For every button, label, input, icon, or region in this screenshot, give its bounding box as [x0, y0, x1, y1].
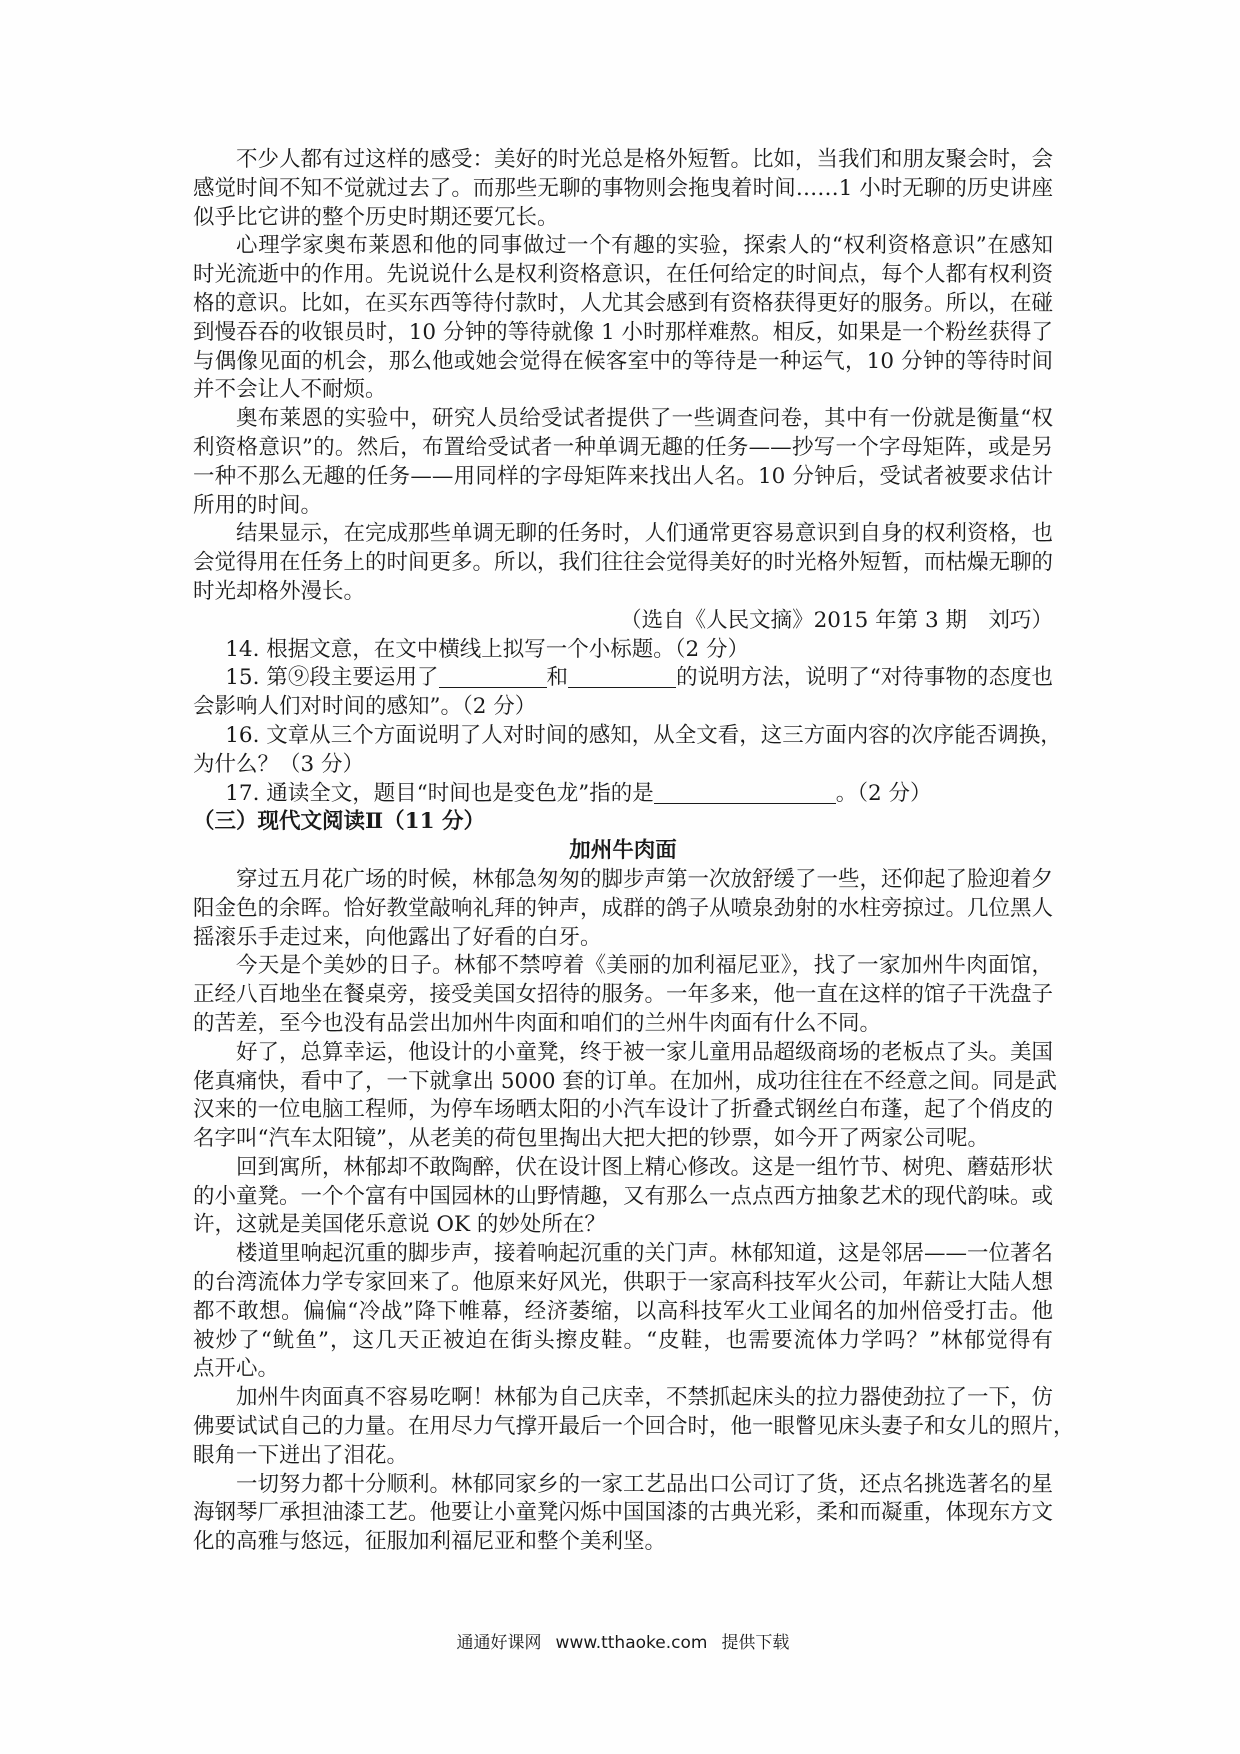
text-line: 今天是个美妙的日子。林郁不禁哼着《美丽的加利福尼亚》，找了一家加州牛肉面馆， [236, 953, 1053, 979]
question-text: 的说明方法，说明了“对待事物的态度也 [676, 665, 1053, 691]
text-line: 阳金色的余晖。恰好教堂敲响礼拜的钟声，成群的鸽子从喷泉劲射的水柱旁掠过。几位黑人 [193, 895, 1054, 921]
text-line: 会觉得用在任务上的时间更多。所以，我们往往会觉得美好的时光格外短暂，而枯燥无聊的 [193, 550, 1054, 576]
footer-url: www.tthaoke.com [555, 1633, 708, 1653]
text-line: 奥布莱恩的实验中，研究人员给受试者提供了一些调查问卷，其中有一份就是衡量“权 [236, 406, 1053, 432]
text-line: 的苦差，至今也没有品尝出加州牛肉面和咱们的兰州牛肉面有什么不同。 [193, 1010, 882, 1036]
text-line: 并不会让人不耐烦。 [193, 377, 387, 403]
source-citation: （选自《人民文摘》2015 年第 3 期 刘巧） [620, 607, 1053, 633]
text-line: 汉来的一位电脑工程师，为停车场晒太阳的小汽车设计了折叠式钢丝白布蓬，起了个俏皮的 [193, 1097, 1054, 1123]
paragraph [193, 520, 1053, 606]
text-line: 加州牛肉面真不容易吃啊！林郁为自己庆幸，不禁抓起床头的拉力器使劲拉了一下，仿 [236, 1385, 1054, 1411]
question-text: 15. 第⑨段主要运用了 [225, 665, 439, 691]
text-line: 许，这就是美国佬乐意说 OK 的妙处所在？ [193, 1212, 606, 1238]
footer-suffix: 提供下载 [721, 1633, 790, 1653]
text-line: 佬真痛快，看中了，一下就拿出 5000 套的订单。在加州，成功往往在不经意之间。同是武 [193, 1068, 1057, 1094]
paragraph [193, 952, 1053, 1038]
reading-passage-2 [193, 808, 1075, 1557]
paragraph [193, 866, 1053, 952]
text-line: 回到寓所，林郁却不敢陶醉，伏在设计图上精心修改。这是一组竹节、树兜、蘑菇形状 [236, 1154, 1054, 1180]
text-line: 化的高雅与悠远，征服加利福尼亚和整个美利坚。 [193, 1529, 667, 1555]
paragraph [193, 1384, 1075, 1470]
text-line: 的台湾流体力学专家回来了。他原来好风光，供职于一家高科技军火公司，年薪让大陆人想 [193, 1270, 1054, 1296]
text-line: 到慢吞吞的收银员时，10 分钟的等待就像 1 小时那样难熬。相反，如果是一个粉丝获得了 [193, 319, 1053, 345]
question-15 [193, 664, 1053, 722]
question-16 [193, 722, 1062, 780]
page-footer [193, 1631, 1053, 1655]
paragraph [193, 146, 1053, 232]
text-line: 为什么？（3 分） [193, 751, 365, 777]
text-line: 的小童凳。一个个富有中国园林的山野情趣，又有那么一点点西方抽象艺术的现代韵味。或 [193, 1183, 1054, 1209]
text-line: 所用的时间。 [193, 492, 323, 518]
text-line: 一种不那么无趣的任务——用同样的字母矩阵来找出人名。10 分钟后，受试者被要求估计 [193, 463, 1053, 489]
text-line: 格的意识。比如，在买东西等待付款时，人尤其会感到有资格获得更好的服务。所以，在碰 [193, 290, 1054, 316]
question-text: 17. 通读全文，题目“时间也是变色龙”指的是 [225, 780, 654, 806]
text-line: 时光却格外漫长。 [193, 578, 366, 604]
text-line: 时光流逝中的作用。先说说什么是权利资格意识，在任何给定的时间点，每个人都有权利资 [193, 262, 1054, 288]
paragraph [193, 1240, 1053, 1384]
text-line: 与偶像见面的机会，那么他或她会觉得在候客室中的等待是一种运气，10 分钟的等待时间 [193, 348, 1053, 374]
text-line: 摇滚乐手走过来，向他露出了好看的白牙。 [193, 924, 602, 950]
text-line: 结果显示，在完成那些单调无聊的任务时，人们通常更容易意识到自身的权利资格，也 [236, 521, 1054, 547]
text-line: 海钢琴厂承担油漆工艺。他要让小童凳闪烁中国国漆的古典光彩，柔和而凝重，体现东方文 [193, 1500, 1054, 1526]
paragraph [193, 1039, 1057, 1154]
text-line: 会影响人们对时间的感知”。（2 分） [193, 694, 537, 720]
text-line: 16. 文章从三个方面说明了人对时间的感知，从全文看，这三方面内容的次序能否调换， [225, 722, 1062, 748]
text-line: 感觉时间不知不觉就过去了。而那些无聊的事物则会拖曳着时间……1 小时无聊的历史讲座 [193, 175, 1053, 201]
text-line: 被炒了“鱿鱼”，这几天正被迫在街头擦皮鞋。“皮鞋，也需要流体力学吗？”林郁觉得有 [193, 1327, 1053, 1353]
section-heading: （三）现代文阅读Ⅱ（11 分） [193, 809, 486, 835]
text-line: 都不敢想。偏偏“冷战”降下帷幕，经济萎缩，以高科技军火工业闻名的加州倍受打击。他 [193, 1298, 1053, 1324]
page-content [193, 146, 1075, 1557]
text-line: 似乎比它讲的整个历史时期还要冗长。 [193, 204, 559, 230]
text-line: 佛要试试自己的力量。在用尽力气撑开最后一个回合时，他一眼瞥见床头妻子和女儿的照片， [193, 1414, 1075, 1440]
answer-blank [439, 669, 547, 688]
text-line: 名字叫“汽车太阳镜”，从老美的荷包里掏出大把大把的钞票，如今开了两家公司呢。 [193, 1126, 989, 1152]
reading-passage-1 [193, 146, 1053, 636]
answer-blank [654, 785, 836, 804]
text-line: 眼角一下迸出了泪花。 [193, 1442, 409, 1468]
text-line: 心理学家奥布莱恩和他的同事做过一个有趣的实验，探索人的“权利资格意识”在感知 [236, 233, 1053, 259]
text-line: 楼道里响起沉重的脚步声，接着响起沉重的关门声。林郁知道，这是邻居——一位著名 [236, 1241, 1054, 1267]
question-text: 和 [546, 665, 569, 691]
question-17 [193, 780, 1053, 809]
text-line [193, 664, 1053, 693]
question-text: 。（2 分） [835, 780, 932, 806]
text-line: 好了，总算幸运，他设计的小童凳，终于被一家儿童用品超级商场的老板点了头。美国 [236, 1039, 1054, 1065]
questions [193, 636, 1062, 809]
question-14: 14. 根据文意，在文中横线上拟写一个小标题。（2 分） [225, 636, 750, 662]
text-line: 点开心。 [193, 1356, 280, 1382]
text-line: 不少人都有过这样的感受：美好的时光总是格外短暂。比如，当我们和朋友聚会时，会 [236, 147, 1054, 172]
paragraph [193, 1154, 1053, 1240]
paragraph [193, 405, 1053, 520]
text-line: 利资格意识”的。然后，布置给受试者一种单调无趣的任务——抄写一个字母矩阵，或是另 [193, 434, 1053, 460]
answer-blank [568, 669, 676, 688]
paragraph [193, 232, 1053, 405]
text-line: 正经八百地坐在餐桌旁，接受美国女招待的服务。一年多来，他一直在这样的馆子干洗盘子 [193, 982, 1054, 1008]
text-line: 一切努力都十分顺利。林郁同家乡的一家工艺品出口公司订了货，还点名挑选著名的星 [236, 1471, 1054, 1497]
footer-site-name: 通通好课网 [456, 1633, 542, 1653]
text-line: 穿过五月花广场的时候，林郁急匆匆的脚步声第一次放舒缓了一些，还仰起了脸迎着夕 [236, 866, 1054, 892]
paragraph [193, 1471, 1053, 1557]
passage-title: 加州牛肉面 [569, 838, 677, 864]
